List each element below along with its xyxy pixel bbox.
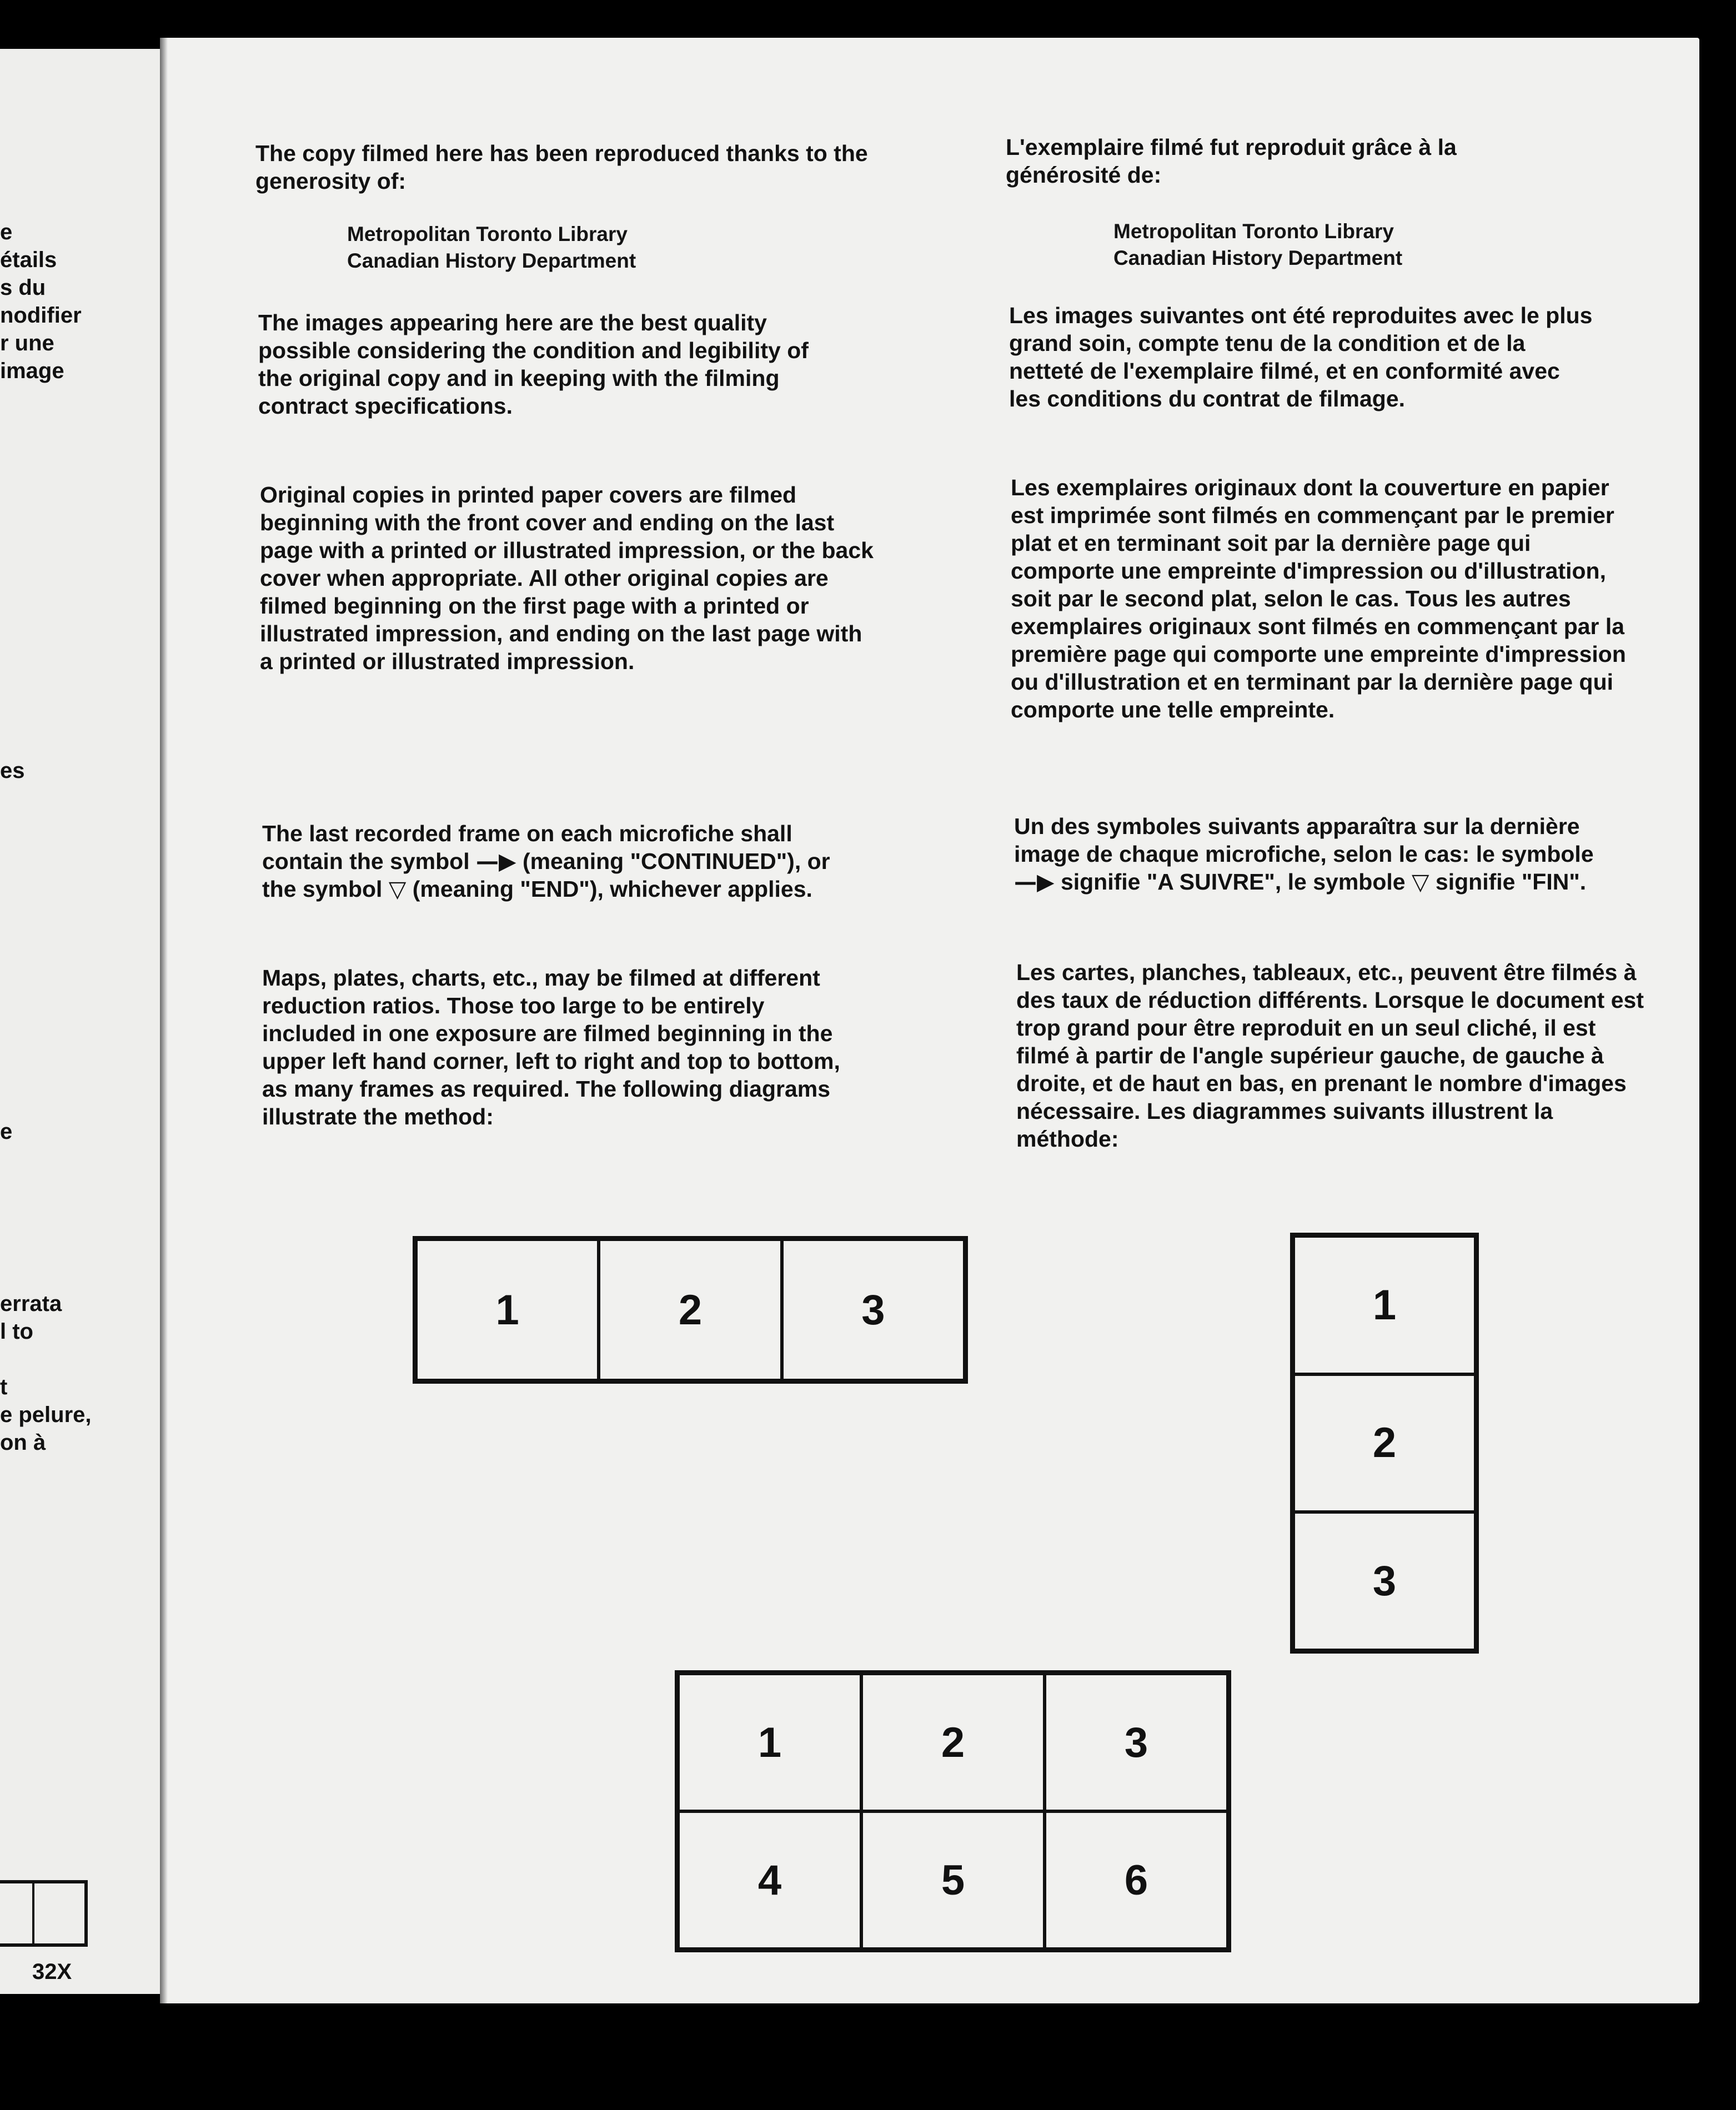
reduction-scale-box (0, 1880, 88, 1947)
diagram-frame: 6 (1045, 1811, 1228, 1949)
fragment-text: e pelure, (0, 1403, 92, 1427)
library-department: Canadian History Department (347, 249, 636, 272)
fragment-text: image (0, 359, 64, 383)
arrow-continued-icon: —▶ (1014, 868, 1055, 895)
french-quality-paragraph: Les images suivantes ont été reproduites avec le plus grand soin, compte tenu de la condition et de la netteté de l'exemplaire filmé, et en conformité avec les conditions du contrat de filmage. (1009, 303, 1593, 411)
diagram-frame: 1 (678, 1674, 861, 1811)
fragment-text: étails (0, 248, 57, 272)
fragment-text: r une (0, 331, 54, 355)
diagram-frame: 3 (782, 1239, 965, 1380)
diagram-frame: 5 (861, 1811, 1045, 1949)
fragment-text: on à (0, 1430, 46, 1455)
diagram-horizontal (413, 1236, 968, 1384)
fragment-text: s du (0, 275, 46, 300)
fragment-text: t (0, 1375, 8, 1399)
english-library (347, 221, 636, 274)
english-symbols-paragraph: The last recorded frame on each microfiche shall contain the symbol —▶ (meaning "CONTINUED"), or the symbol ▽ (meaning "END"), whichever applies. (262, 821, 830, 902)
library-name: Metropolitan Toronto Library (1113, 220, 1394, 243)
left-page-fragment (0, 49, 177, 1994)
library-department: Canadian History Department (1113, 247, 1403, 269)
english-covers-paragraph: Original copies in printed paper covers are filmed beginning with the front cover and ending on the last page with a printed or illustrated impression, or the back cover when appropriate. All other original copies are filmed beginning on the first page with a printed or illustrated impression, and ending on the last page with a printed or illustrated impression. (260, 482, 874, 674)
french-maps-paragraph: Les cartes, planches, tableaux, etc., peuvent être filmés à des taux de réduction différents. Lorsque le document est trop grand pour être reproduit en un seul cliché, il est filmé à partir de l'angle supérieur gauche, de gauche à droite, et de haut en bas, en prenant le nombre d'images nécessaire. Les diagrammes suivants illustrent la méthode: (1016, 959, 1644, 1152)
english-quality-paragraph: The images appearing here are the best quality possible considering the condition and legibility of the original copy and in keeping with the filming contract specifications. (258, 310, 809, 419)
diagram-grid (675, 1670, 1231, 1952)
fragment-text: es (0, 758, 25, 783)
main-page (160, 38, 1699, 2003)
diagram-vertical (1290, 1233, 1479, 1654)
fragment-text: e (0, 1119, 13, 1144)
diagram-frame: 2 (1293, 1374, 1476, 1513)
diagram-frame: 4 (678, 1811, 861, 1949)
diagram-frame: 3 (1293, 1512, 1476, 1650)
fragment-text: nodifier (0, 303, 82, 328)
triangle-end-icon: ▽ (388, 876, 407, 902)
fragment-text: l to (0, 1319, 33, 1344)
arrow-continued-icon: —▶ (476, 848, 516, 875)
french-library (1113, 218, 1402, 272)
diagram-frame: 2 (861, 1674, 1045, 1811)
library-name: Metropolitan Toronto Library (347, 223, 628, 245)
diagram-frame: 2 (599, 1239, 781, 1380)
fragment-text: e (0, 220, 13, 244)
french-covers-paragraph: Les exemplaires originaux dont la couverture en papier est imprimée sont filmés en commençant par le premier plat et en terminant soit par la dernière page qui comporte une empreinte d'impression ou d'illustration, soit par le second plat, selon le cas. Tous les autres exemplaires originaux sont filmés en commençant par la première page qui comporte une empreinte d'impression ou d'illustration et en terminant par la dernière page qui comporte une telle empreinte. (1011, 475, 1626, 722)
french-symbols-paragraph: Un des symboles suivants apparaîtra sur la dernière image de chaque microfiche, selon le cas: le symbole —▶ signifie "A SUIVRE", le symbole ▽ signifie "FIN". (1014, 813, 1594, 895)
diagram-frame: 1 (416, 1239, 599, 1380)
triangle-end-icon: ▽ (1411, 868, 1429, 895)
diagram-frame: 3 (1045, 1674, 1228, 1811)
diagram-frame: 1 (1293, 1236, 1476, 1374)
fragment-text: errata (0, 1292, 62, 1316)
english-intro: The copy filmed here has been reproduced thanks to the generosity of: (255, 140, 868, 194)
reduction-label: 32X (32, 1960, 72, 1984)
english-maps-paragraph: Maps, plates, charts, etc., may be filmed at different reduction ratios. Those too large to be entirely included in one exposure are filmed beginning in the upper left hand corner, left to right and top to bottom, as many frames as required. The following diagrams illustrate the method: (262, 965, 840, 1129)
french-intro: L'exemplaire filmé fut reproduit grâce à la générosité de: (1006, 134, 1457, 188)
